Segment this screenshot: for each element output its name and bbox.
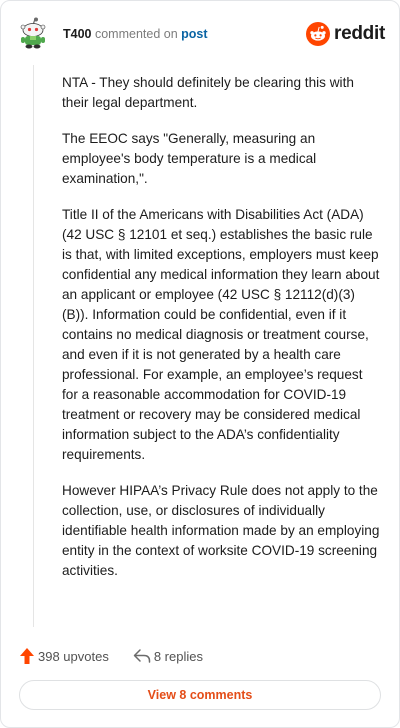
comment-paragraph: Title II of the Americans with Disabilities Act (ADA) (42 USC § 12101 et seq.) establishes the basic rule is that, with limited exceptions, employers must keep confidential any medical information they learn about an applicant or employee (42 USC § 12112(d)(3)(B)). Information could be confidential, even if it contains no medical diagnosis or treatment course, and even if it is not generated by a health care professional. For example, an employee’s request for a reasonable accommodation for COVID-19 treatment or recovery may be considered medical information subject to the ADA’s confidentiality requirements. (62, 207, 380, 462)
replies-button[interactable] (133, 648, 203, 664)
upvote-arrow-icon (19, 647, 35, 665)
reddit-logo-icon (306, 22, 330, 46)
comment-body (62, 73, 380, 597)
post-link[interactable]: post (181, 27, 208, 41)
comment-header (1, 1, 400, 65)
byline-verb: commented on (94, 27, 178, 41)
snoo-avatar-icon[interactable] (19, 17, 47, 49)
upvote-button[interactable] (19, 647, 109, 665)
reddit-logo[interactable] (306, 22, 385, 46)
comment-byline (63, 27, 208, 41)
comment-paragraph: The EEOC says "Generally, measuring an employee's body temperature is a medical examination,". (62, 131, 317, 186)
comment-actions (19, 645, 203, 667)
username-link[interactable]: T400 (63, 27, 92, 41)
comment-paragraph: However HIPAA’s Privacy Rule does not apply to the collection, use, or disclosures of individually identifiable health information made by an employing entity in the context of worksite COVID-19 screening activities. (62, 483, 380, 578)
view-comments-button[interactable]: View 8 comments (19, 680, 381, 710)
reddit-wordmark: reddit (334, 23, 385, 44)
upvote-count: 398 upvotes (38, 648, 109, 664)
reply-arrow-icon (133, 648, 151, 664)
comment-paragraph: NTA - They should definitely be clearing this with their legal department. (62, 75, 354, 110)
replies-count: 8 replies (153, 648, 203, 664)
thread-line[interactable] (33, 65, 34, 627)
